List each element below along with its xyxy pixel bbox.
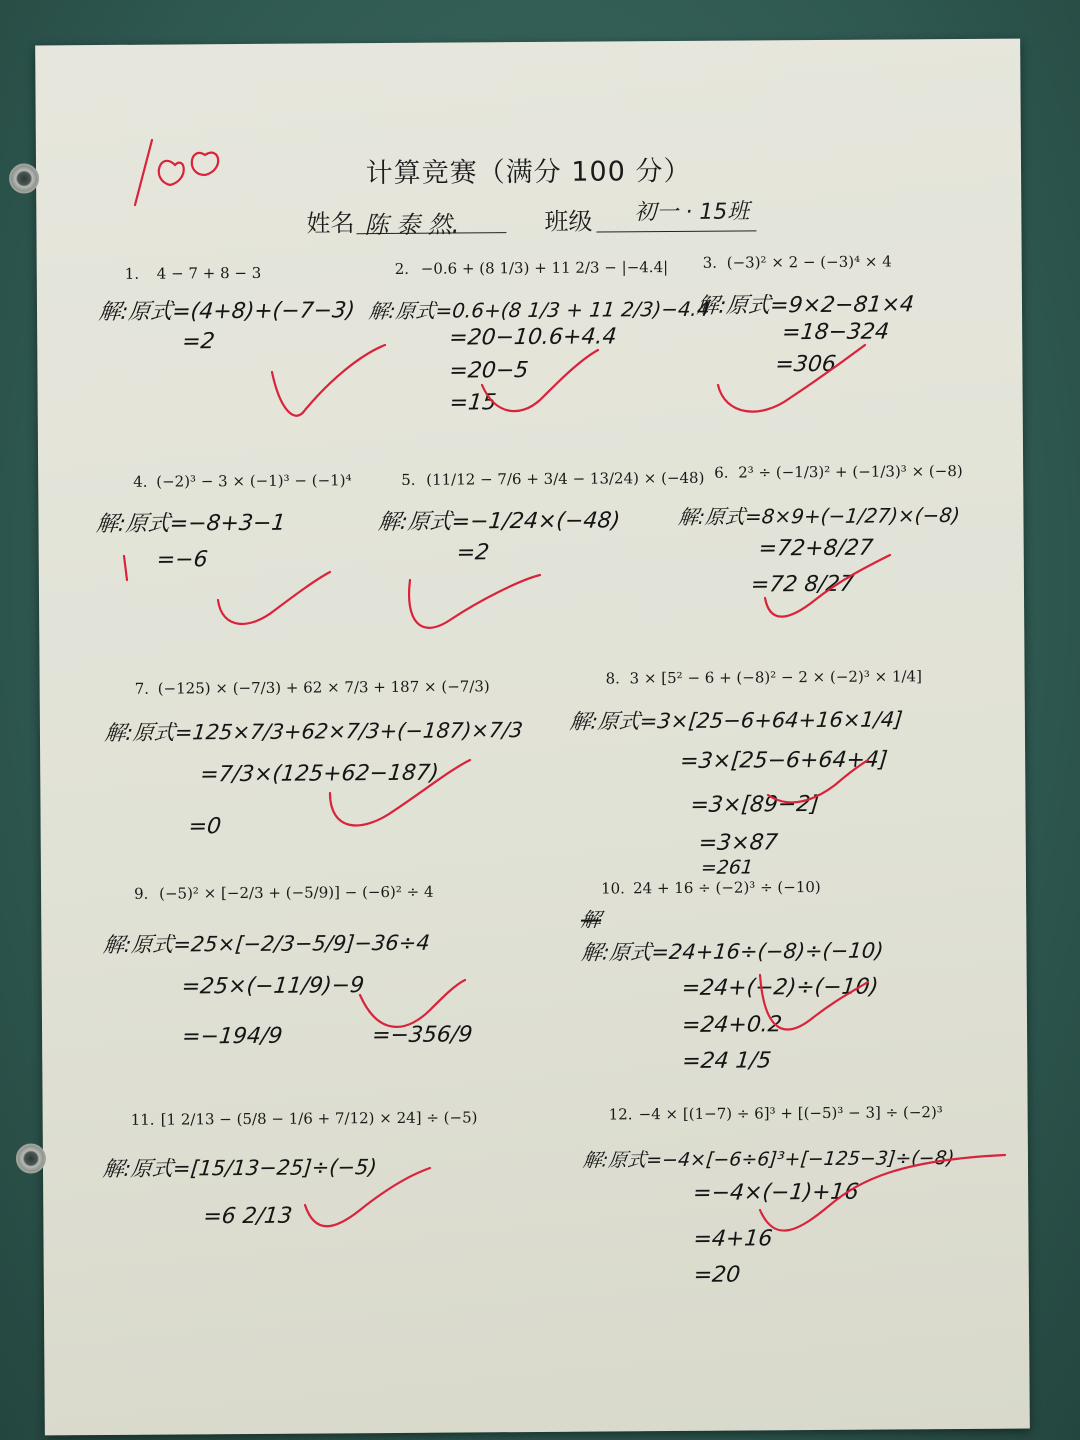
q8-number: 8.: [605, 669, 620, 688]
q8-work-line: =3×87: [697, 830, 779, 856]
q2-work-line: =20−10.6+4.4: [447, 324, 618, 351]
q1-work-line: =2: [181, 329, 216, 355]
class-underline: [596, 230, 756, 232]
q9-expression: (−5)² × [−2/3 + (−5/9)] − (−6)² ÷ 4: [159, 882, 434, 903]
q7-expression: (−125) × (−7/3) + 62 × 7/3 + 187 × (−7/3): [157, 677, 490, 698]
q4-work-line: 解:原式=−8+3−1: [95, 510, 287, 538]
class-label: 班级: [544, 207, 593, 236]
q12-work-line: 解:原式=−4×[−6÷6]³+[−125−3]÷(−8): [581, 1147, 956, 1172]
q10-work-line: 解: [579, 907, 603, 932]
q10-work-line: =24+0.2: [680, 1012, 784, 1038]
q7-work-line: =0: [187, 814, 223, 840]
q9-work-line: =25×(−11/9)−9: [180, 973, 366, 1000]
q3-number: 3.: [702, 253, 718, 272]
punch-hole: [16, 1143, 46, 1173]
punch-hole: [9, 163, 39, 193]
q7-work-line: =7/3×(125+62−187): [199, 760, 440, 788]
q10-expression: 24 + 16 ÷ (−2)³ ÷ (−10): [632, 877, 821, 898]
q12-work-line: =−4×(−1)+16: [691, 1179, 860, 1206]
q3-work-line: 解:原式=9×2−81×4: [695, 292, 916, 319]
q8-work-line: =261: [699, 856, 755, 879]
q12-expression: −4 × [(1−7) ÷ 6]³ + [(−5)³ − 3] ÷ (−2)³: [638, 1103, 943, 1124]
q2-expression: −0.6 + (8 1/3) + 11 2/3 − |−4.4|: [420, 258, 669, 278]
q6-number: 6.: [714, 463, 729, 482]
q2-work-line: =20−5: [448, 358, 530, 384]
q4-expression: (−2)³ − 3 × (−1)³ − (−1)⁴: [156, 471, 352, 491]
q2-number: 2.: [394, 259, 410, 278]
class-value: 初一 · 15班: [634, 199, 750, 226]
q1-expression: 4 − 7 + 8 − 3: [156, 263, 262, 283]
q12-number: 12.: [608, 1105, 633, 1124]
q3-work-line: =18−324: [780, 319, 891, 346]
q11-work-line: =6 2/13: [202, 1203, 294, 1230]
q6-work-line: =72+8/27: [757, 535, 875, 562]
worksheet-paper: [35, 39, 1030, 1436]
q1-work-line: 解:原式=(4+8)+(−7−3): [97, 298, 356, 326]
q11-work-line: 解:原式=[15/13−25]÷(−5): [101, 1155, 378, 1182]
q10-work-line: 解:原式=24+16÷(−8)÷(−10): [580, 938, 885, 965]
q11-number: 11.: [130, 1110, 155, 1129]
q4-number: 4.: [133, 472, 148, 491]
q2-work-line: 解:原式=0.6+(8 1/3 + 11 2/3)−4.4: [367, 296, 712, 324]
q5-work-line: 解:原式=−1/24×(−48): [377, 508, 622, 536]
q5-work-line: =2: [455, 540, 491, 566]
name-label: 姓名: [306, 209, 355, 238]
q5-expression: (11/12 − 7/6 + 3/4 − 13/24) × (−48): [426, 468, 705, 489]
q9-work-line: =−356/9: [370, 1022, 474, 1049]
q9-work-line: 解:原式=25×[−2/3−5/9]−36÷4: [102, 930, 431, 958]
q9-work-line: =−194/9: [180, 1023, 284, 1050]
q10-number: 10.: [600, 879, 625, 898]
q7-work-line: 解:原式=125×7/3+62×7/3+(−187)×7/3: [103, 718, 524, 745]
q2-work-line: =15: [448, 390, 498, 416]
q1-number: 1.: [124, 264, 140, 283]
q6-work-line: =72 8/27: [749, 571, 855, 598]
q10-work-line: =24+(−2)÷(−10): [680, 974, 880, 1001]
q11-expression: [1 2/13 − (5/8 − 1/6 + 7/12) × 24] ÷ (−5): [160, 1108, 478, 1129]
q3-expression: (−3)² × 2 − (−3)⁴ × 4: [726, 252, 892, 272]
q8-work-line: =3×[89−2]: [689, 791, 821, 818]
q6-work-line: 解:原式=8×9+(−1/27)×(−8): [677, 503, 962, 529]
q7-number: 7.: [134, 679, 150, 698]
q8-work-line: =3×[25−6+64+4]: [678, 747, 889, 774]
q4-work-line: =−6: [155, 547, 209, 573]
q9-number: 9.: [134, 884, 149, 903]
student-name: 陈 泰 然.: [364, 210, 460, 240]
q3-work-line: =306: [774, 351, 838, 378]
q12-work-line: =4+16: [692, 1226, 774, 1252]
sheet-title: 计算竞赛（满分 100 分）: [365, 155, 692, 190]
q10-work-line: =24 1/5: [681, 1048, 773, 1074]
q8-work-line: 解:原式=3×[25−6+64+16×1/4]: [568, 707, 904, 734]
q12-work-line: =20: [692, 1262, 742, 1288]
q8-expression: 3 × [5² − 6 + (−8)² − 2 × (−2)³ × 1/4]: [629, 667, 922, 688]
q5-number: 5.: [401, 470, 416, 489]
q6-expression: 2³ ÷ (−1/3)² + (−1/3)³ × (−8): [738, 461, 963, 482]
